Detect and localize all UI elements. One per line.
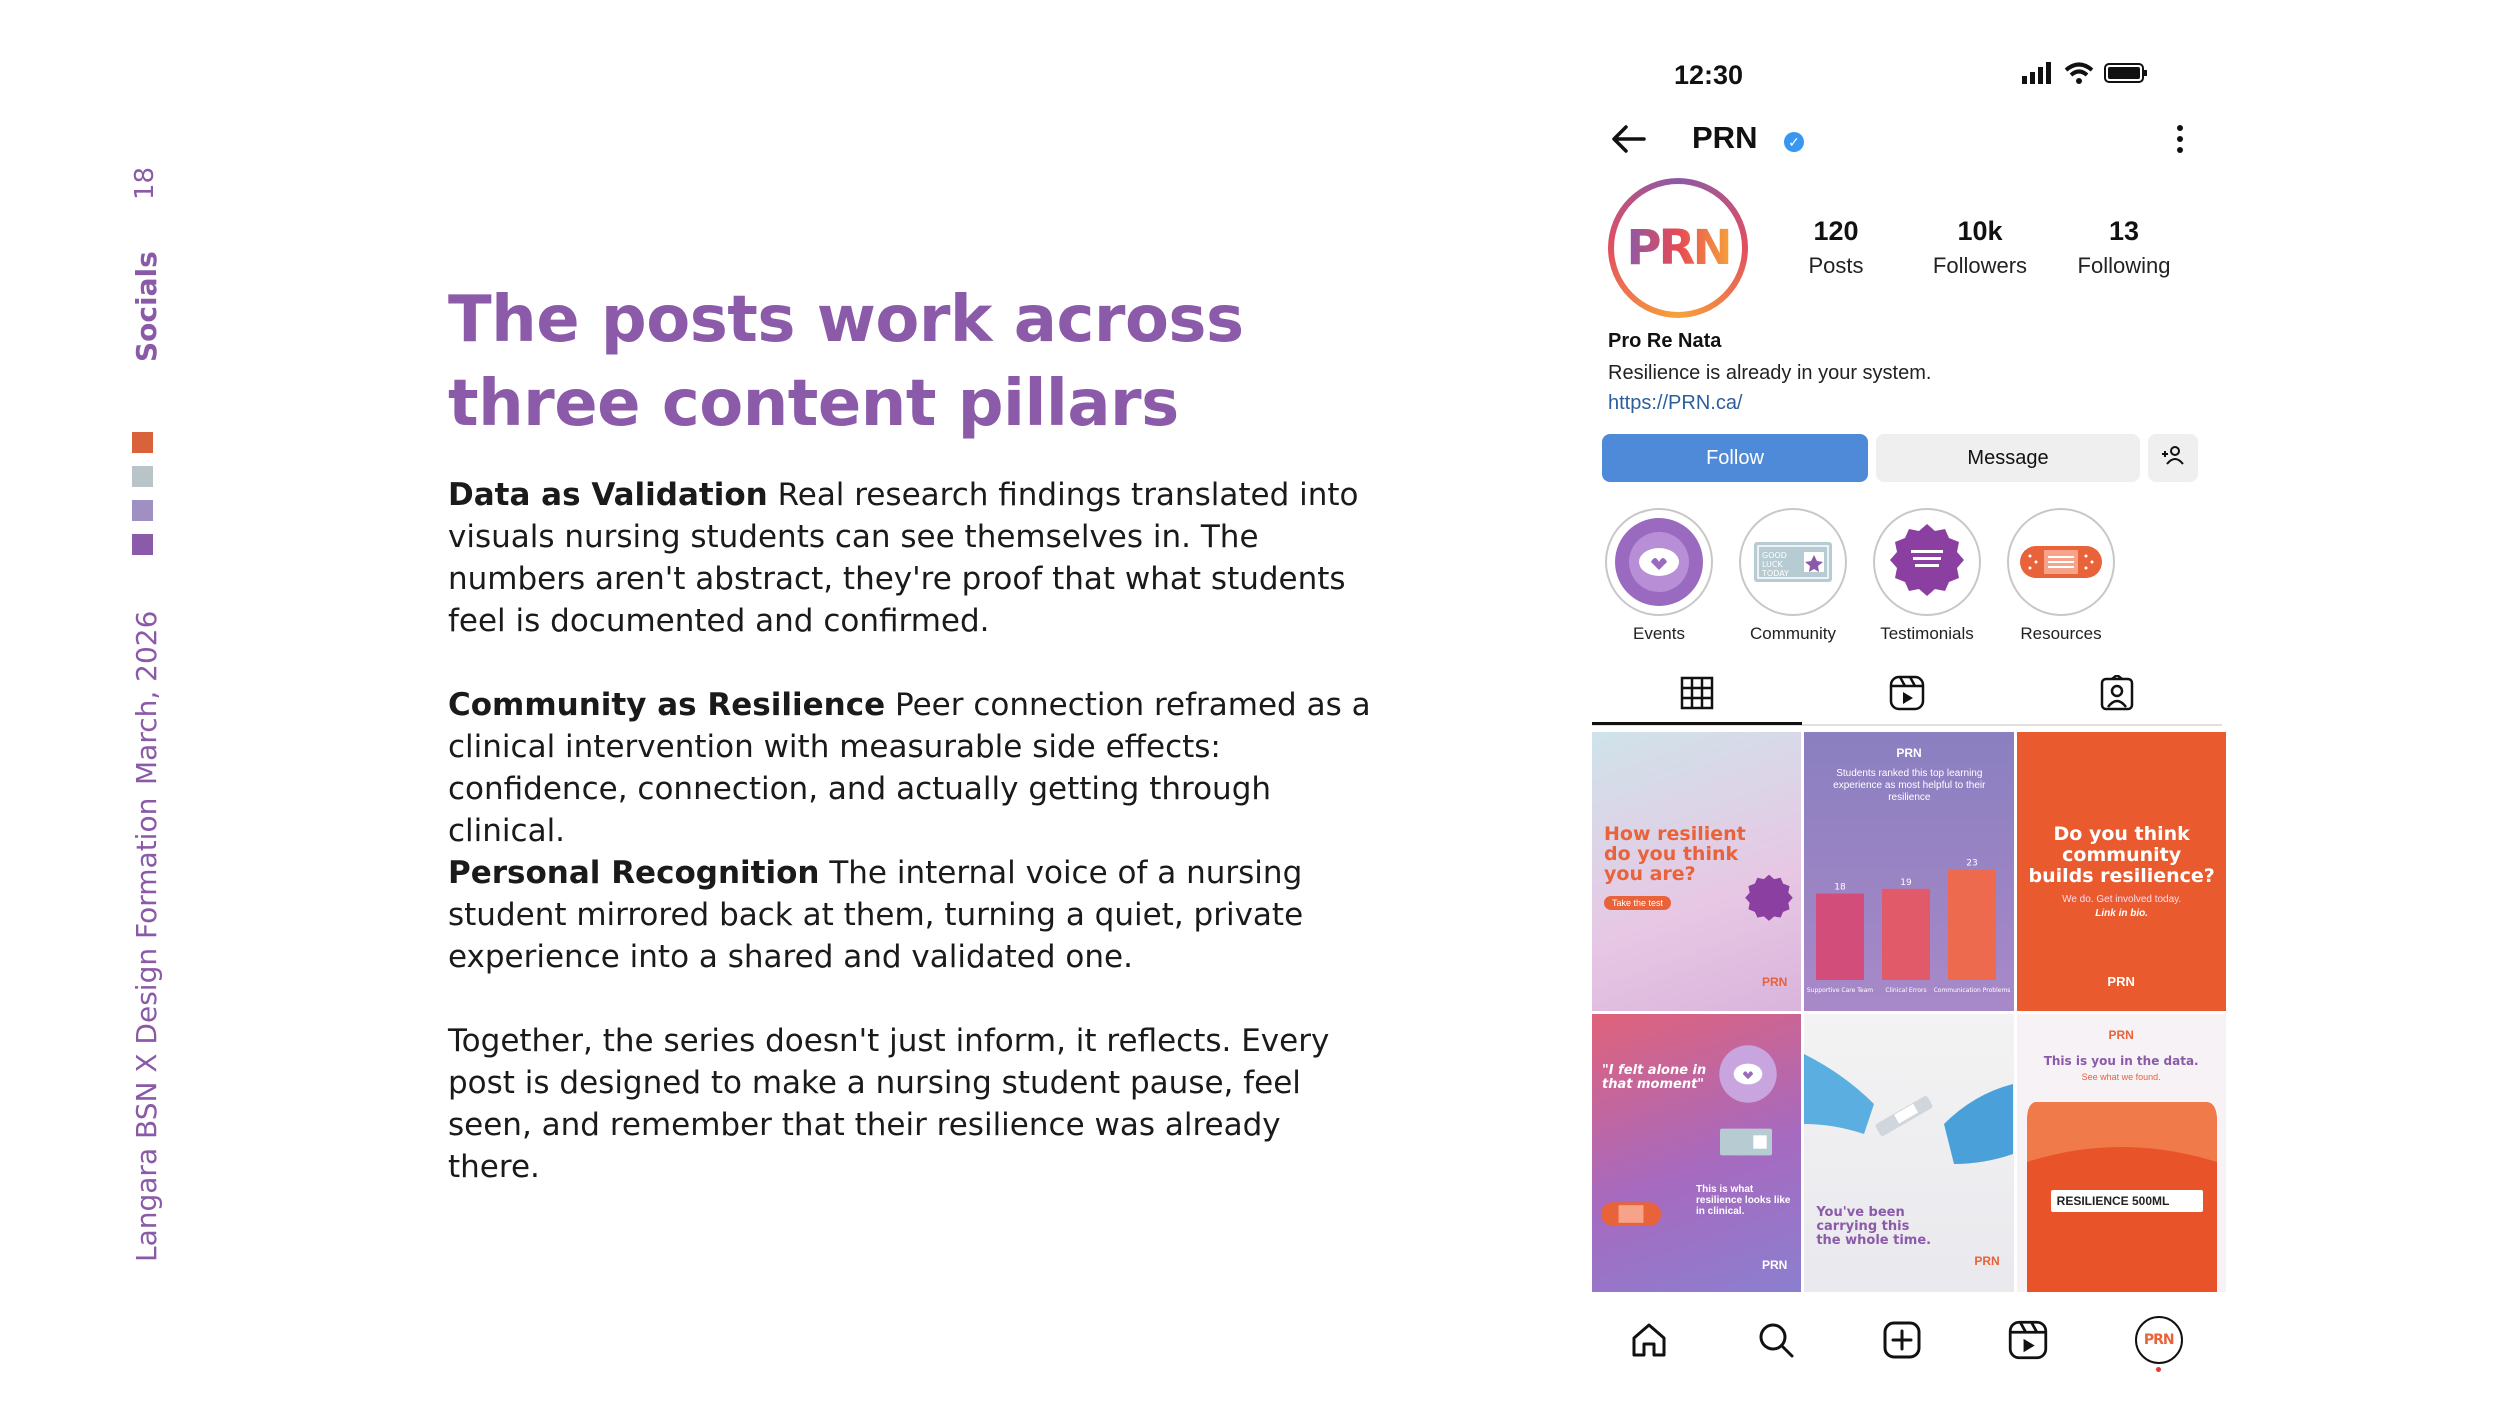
post-brand: PRN bbox=[1896, 746, 1922, 760]
follow-button[interactable]: Follow bbox=[1602, 434, 1868, 482]
profile-nav-avatar[interactable] bbox=[2135, 1316, 2183, 1364]
post-cta: Link in bio. bbox=[2095, 908, 2149, 919]
status-time: 12:30 bbox=[1674, 60, 1744, 90]
gloved-hands-image bbox=[1804, 1014, 2013, 1194]
stat-label: Following bbox=[2077, 253, 2171, 278]
stat-value: 10k bbox=[1957, 216, 2003, 246]
reels-icon bbox=[1889, 675, 1925, 711]
highlight-label: Community bbox=[1750, 624, 1836, 643]
profile-topbar bbox=[1608, 116, 2204, 168]
post-subtitle: We do. Get involved today. bbox=[2062, 894, 2182, 905]
color-swatch bbox=[132, 466, 153, 487]
chart-bar bbox=[1882, 889, 1930, 980]
tab-reels[interactable] bbox=[1802, 664, 2012, 722]
nav-avatar-logo: PRN bbox=[2143, 1332, 2174, 1348]
title-line-1: The posts work across bbox=[448, 283, 1244, 357]
good-luck-card-icon bbox=[1716, 1122, 1776, 1162]
highlight-label: Resources bbox=[2020, 624, 2102, 643]
avatar-logo bbox=[1614, 184, 1742, 312]
tab-grid[interactable] bbox=[1592, 664, 1802, 725]
post-brand: PRN bbox=[1761, 1258, 1788, 1272]
bottom-nav bbox=[1586, 1300, 2226, 1380]
post-title: How resilient do you think you are? bbox=[1604, 823, 1746, 885]
post-brand: PRN bbox=[1761, 974, 1788, 989]
mini-bar-chart bbox=[1804, 812, 2013, 1011]
post-grid bbox=[1592, 732, 2226, 1292]
post-tile-resilience-quiz[interactable] bbox=[1592, 732, 1801, 1011]
page-number: 18 bbox=[130, 166, 160, 200]
pillar-community bbox=[448, 684, 1378, 852]
bandage-icon bbox=[1596, 1192, 1666, 1236]
post-brand: PRN bbox=[1974, 1254, 2000, 1268]
good-luck-card-icon bbox=[1748, 532, 1838, 592]
tagged-icon bbox=[2100, 675, 2134, 711]
color-swatch bbox=[132, 432, 153, 453]
pillar-body: Real research findings translated into visuals nursing students can see themselves in. The numbers aren't abstract, they're proof that what students feel is documented and confirmed. bbox=[448, 477, 1359, 639]
iv-bag-label-text: RESILIENCE 500ML bbox=[2056, 1193, 2170, 1208]
svg-text:LUCK: LUCK bbox=[1762, 560, 1783, 569]
chart-category-label: Clinical Errors bbox=[1885, 987, 1927, 994]
heart-bubble-icon bbox=[1613, 516, 1705, 608]
highlight-community[interactable] bbox=[1738, 508, 1848, 644]
highlight-ring bbox=[2007, 508, 2115, 616]
pillar-data bbox=[448, 474, 1378, 642]
post-tile-you-in-data[interactable] bbox=[2017, 1014, 2226, 1293]
pillar-title: Community as Resilience bbox=[448, 687, 886, 723]
phone-mockup bbox=[1586, 44, 2226, 1384]
chart-bar bbox=[1816, 894, 1864, 980]
highlight-label: Events bbox=[1633, 624, 1685, 643]
chart-value-label: 18 bbox=[1834, 882, 1847, 893]
create-post-icon[interactable] bbox=[1882, 1320, 1922, 1360]
chart-bar bbox=[1948, 870, 1996, 980]
post-subtitle: This is what resilience looks like in clinical. bbox=[1696, 1183, 1791, 1217]
pillar-personal bbox=[448, 852, 1378, 978]
iv-bag-label bbox=[2051, 1190, 2203, 1212]
color-swatch bbox=[132, 534, 153, 555]
home-icon[interactable] bbox=[1629, 1320, 1669, 1360]
story-highlights bbox=[1604, 508, 2204, 643]
post-title: Do you think community builds resilience? bbox=[2028, 823, 2215, 887]
color-swatch bbox=[132, 500, 153, 521]
highlight-ring bbox=[1873, 508, 1981, 616]
post-title: Students ranked this top learning experience as most helpful to their resilience bbox=[1833, 768, 1986, 803]
closing-paragraph: Together, the series doesn't just inform, it reflects. Every post is designed to make a nursing student pause, feel seen, and remember that their resilience was already there. bbox=[448, 1023, 1330, 1185]
highlight-label: Testimonials bbox=[1880, 624, 1974, 643]
avatar[interactable] bbox=[1608, 178, 1748, 318]
pillar-title: Personal Recognition bbox=[448, 855, 820, 891]
post-title: This is you in the data. bbox=[2043, 1053, 2199, 1068]
credit-label: Langara BSN X Design Formation bbox=[130, 797, 163, 1262]
reels-icon[interactable] bbox=[2008, 1320, 2048, 1360]
message-button[interactable]: Message bbox=[1876, 434, 2140, 482]
svg-text:TODAY: TODAY bbox=[1762, 569, 1789, 578]
post-tile-carrying-this[interactable] bbox=[1804, 1014, 2013, 1293]
badge-icon bbox=[1885, 520, 1969, 604]
wifi-icon bbox=[2064, 62, 2094, 84]
badge-icon bbox=[1742, 872, 1796, 926]
page-title bbox=[448, 278, 1348, 446]
pillar-title: Data as Validation bbox=[448, 477, 768, 513]
bio-tagline: Resilience is already in your system. bbox=[1608, 362, 1932, 384]
status-icons bbox=[2022, 62, 2148, 84]
section-label: Socials bbox=[130, 251, 163, 362]
chart-value-label: 23 bbox=[1966, 858, 1979, 869]
more-options-icon[interactable] bbox=[2176, 124, 2184, 154]
bio-name: Pro Re Nata bbox=[1608, 330, 1722, 352]
battery-icon bbox=[2104, 62, 2148, 84]
pillar-body: The internal voice of a nursing student mirrored back at them, turning a quiet, private experience into a shared and validated one. bbox=[448, 855, 1304, 975]
post-brand: PRN bbox=[2108, 1027, 2134, 1042]
add-person-icon bbox=[2160, 445, 2186, 465]
stat-label: Posts bbox=[1808, 253, 1864, 278]
post-title: You've been carrying this the whole time. bbox=[1816, 1204, 1932, 1248]
add-person-button[interactable] bbox=[2148, 434, 2198, 482]
svg-text:GOOD: GOOD bbox=[1762, 551, 1787, 560]
date-label: March, 2026 bbox=[130, 610, 163, 785]
bio-link[interactable]: https://PRN.ca/ bbox=[1608, 392, 1743, 414]
stat-label: Followers bbox=[1932, 253, 2028, 278]
notification-dot bbox=[2156, 1367, 2161, 1372]
highlight-testimonials[interactable] bbox=[1872, 508, 1982, 644]
profile-tabs bbox=[1592, 664, 2222, 726]
heart-bubble-icon bbox=[1718, 1044, 1778, 1104]
title-line-2: three content pillars bbox=[448, 367, 1179, 441]
post-tile-felt-alone[interactable] bbox=[1592, 1014, 1801, 1293]
pillar-body: Peer connection reframed as a clinical intervention with measurable side effects: confidence, connection, and actually getting through clinical. bbox=[448, 687, 1371, 849]
stat-posts[interactable] bbox=[1766, 216, 1906, 279]
back-arrow-icon[interactable] bbox=[1608, 122, 1648, 156]
grid-icon bbox=[1680, 676, 1714, 710]
search-icon[interactable] bbox=[1756, 1320, 1796, 1360]
post-tile-ranked-chart[interactable] bbox=[1804, 732, 2013, 1011]
post-tile-community-question[interactable] bbox=[2017, 732, 2226, 1011]
post-cta: Take the test bbox=[1604, 896, 1671, 910]
stat-value: 13 bbox=[2108, 216, 2140, 246]
post-subtitle: See what we found. bbox=[2081, 1071, 2161, 1082]
bandage-icon bbox=[2016, 532, 2106, 592]
post-brand: PRN bbox=[2107, 973, 2135, 989]
highlight-resources[interactable] bbox=[2006, 508, 2116, 644]
chart-value-label: 19 bbox=[1900, 877, 1913, 888]
post-title: "I felt alone in that moment" bbox=[1602, 1062, 1707, 1092]
highlight-ring bbox=[1739, 508, 1847, 616]
highlight-events[interactable] bbox=[1604, 508, 1714, 644]
stat-followers[interactable] bbox=[1910, 216, 2050, 279]
chart-category-label: Supportive Care Team bbox=[1807, 987, 1874, 994]
stat-following[interactable] bbox=[2054, 216, 2194, 279]
signal-icon bbox=[2022, 62, 2054, 84]
profile-handle: PRN bbox=[1692, 120, 1758, 155]
logo-text: PRN bbox=[1626, 220, 1730, 276]
stat-value: 120 bbox=[1813, 216, 1859, 246]
tab-tagged[interactable] bbox=[2012, 664, 2222, 722]
chart-category-label: Communication Problems bbox=[1933, 987, 2011, 994]
verified-icon: ✓ bbox=[1784, 132, 1804, 152]
highlight-ring bbox=[1605, 508, 1713, 616]
